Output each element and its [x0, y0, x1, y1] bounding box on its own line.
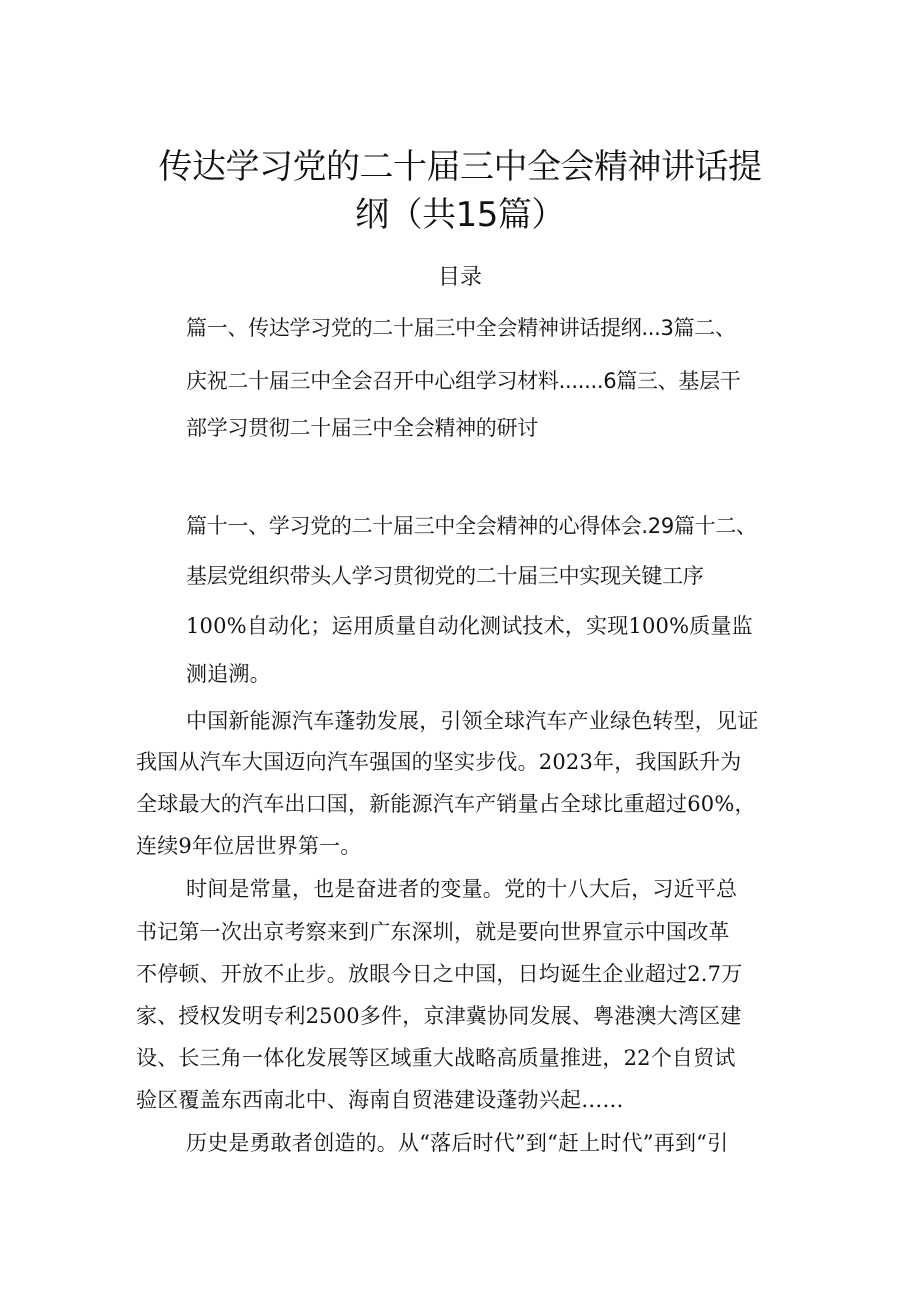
toc-line: 篇一、传达学习党的二十届三中全会精神讲话提纲...3篇二、 — [186, 316, 736, 340]
paragraph-line: 家、授权发明专利2500多件，京津冀协同发展、粤港澳大湾区建 — [136, 1004, 742, 1028]
paragraph-line: 不停顿、开放不止步。放眼今日之中国，日均诞生企业超过2.7万 — [136, 962, 743, 986]
paragraph-line: 我国从汽车大国迈向汽车强国的坚实步伐。2023年，我国跃升为 — [136, 750, 742, 774]
toc-heading: 目录 — [437, 265, 482, 290]
paragraph-line: 验区覆盖东西南北中、海南自贸港建设蓬勃兴起…… — [136, 1088, 624, 1112]
toc-fragment: 基层党组织带头人学习贯彻党的二十届三中 — [186, 564, 580, 588]
toc-line: 部学习贯彻二十届三中全会精神的研讨 — [186, 416, 538, 440]
paragraph-line: 设、长三角一体化发展等区域重大战略高质量推进，22个自贸试 — [136, 1046, 736, 1070]
document-title-line-1: 传达学习党的二十届三中全会精神讲话提 — [158, 147, 762, 187]
toc-line: 篇十一、学习党的二十届三中全会精神的心得体会.29篇十二、 — [186, 514, 757, 538]
paragraph-line: 历史是勇敢者创造的。从“落后时代”到“赶上时代”再到“引 — [186, 1131, 729, 1155]
body-fragment: 实现关键工序 — [579, 564, 704, 588]
paragraph-line: 100%自动化；运用质量自动化测试技术，实现100%质量监 — [186, 614, 753, 638]
paragraph-line: 时间是常量，也是奋进者的变量。党的十八大后，习近平总 — [186, 877, 738, 901]
paragraph-line: 连续9年位居世界第一。 — [136, 834, 362, 858]
toc-line: 庆祝二十届三中全会召开中心组学习材料.......6篇三、基层干 — [186, 369, 741, 393]
paragraph-line: 书记第一次出京考察来到广东深圳，就是要向世界宣示中国改革 — [136, 920, 730, 944]
paragraph-line: 全球最大的汽车出口国，新能源汽车产销量占全球比重超过60%， — [136, 792, 756, 816]
mixed-line — [186, 560, 704, 592]
paragraph-line: 中国新能源汽车蓬勃发展，引领全球汽车产业绿色转型，见证 — [186, 709, 759, 733]
document-title-line-2: 纲（共15篇） — [355, 195, 565, 235]
paragraph-line: 测追溯。 — [186, 662, 271, 686]
